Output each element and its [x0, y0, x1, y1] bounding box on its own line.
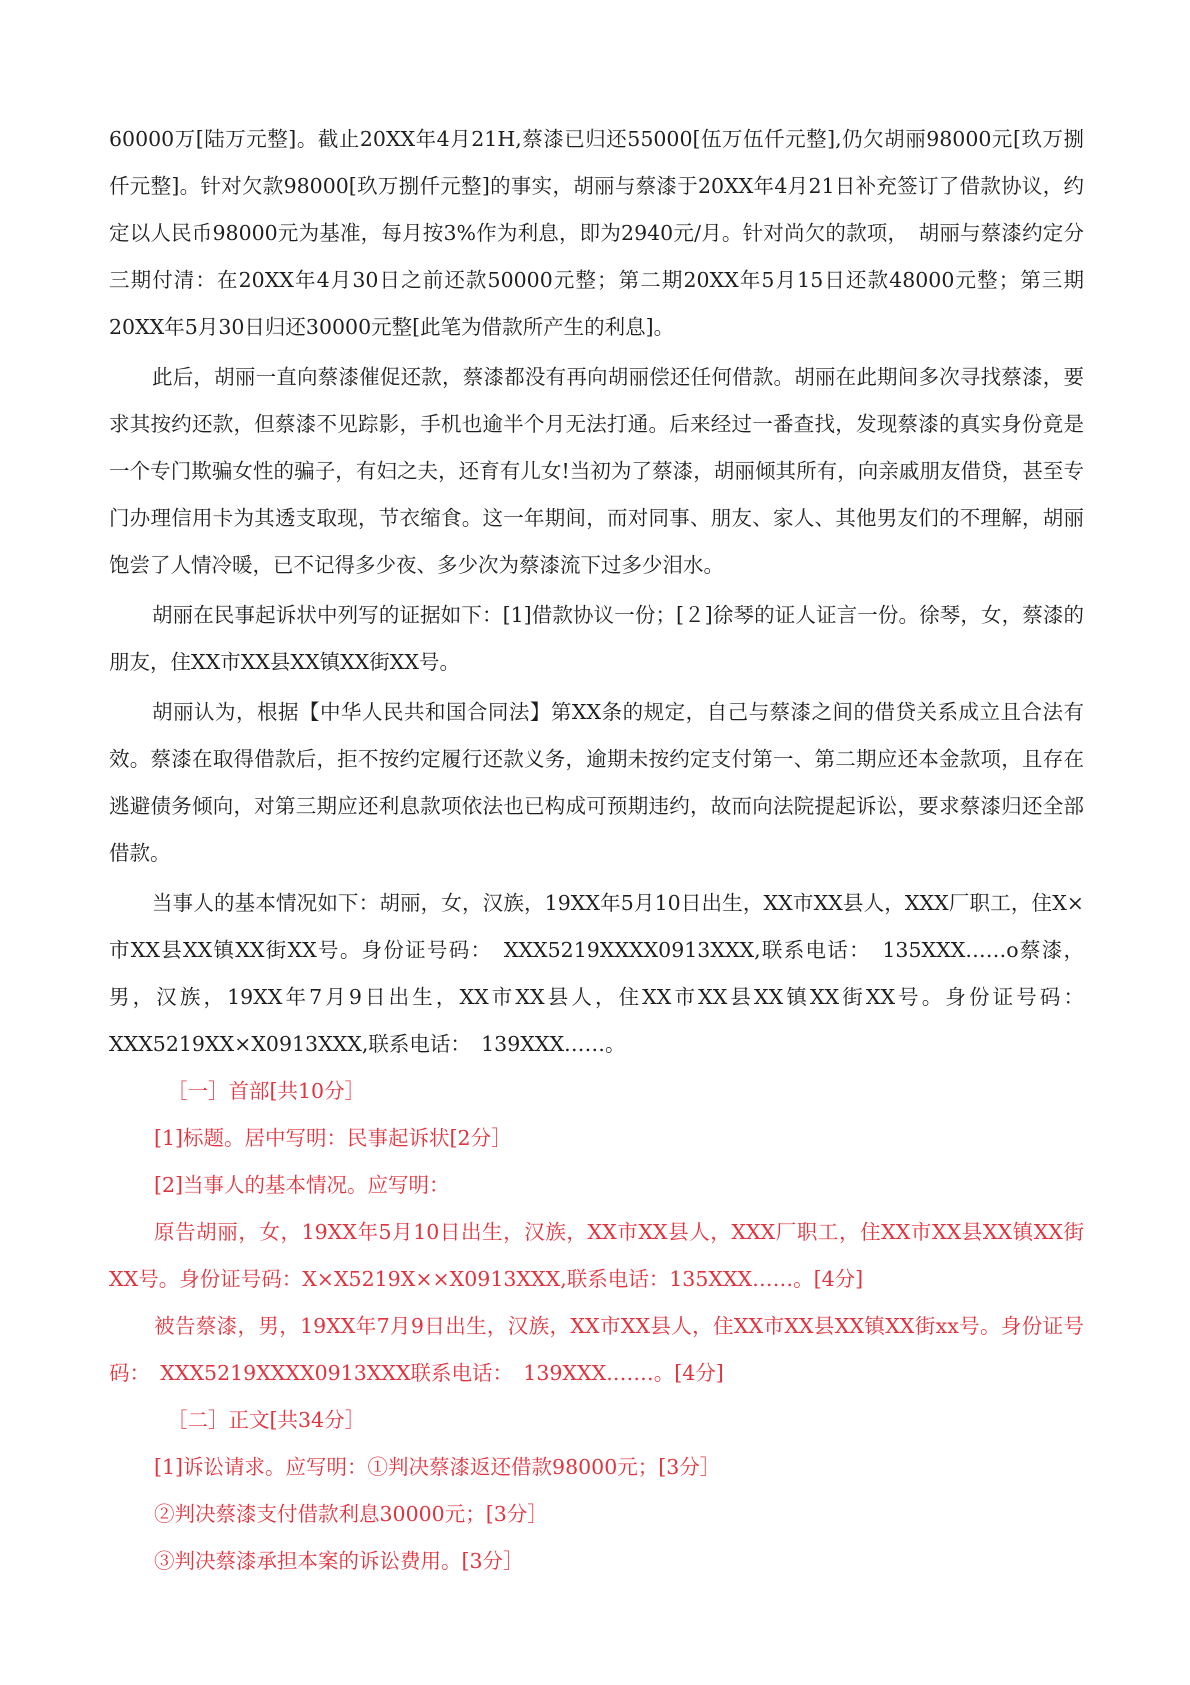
- rubric-claim-3: ③判决蔡漆承担本案的诉讼费用。[3分］: [154, 1549, 524, 1573]
- rubric-plaintiff: 原告胡丽，女，19XX年5月10日出生，汉族，XX市XX县人，XXX厂职工，住XX市XX县XX镇XX街XX号。身份证号码：X×X5219X××X0913XXX,联系电话：135XXX……。[4分]: [109, 1220, 1084, 1291]
- rubric-claim-2: ②判决蔡漆支付借款利息30000元；[3分］: [154, 1502, 548, 1526]
- rubric-claim-1: [1]诉讼请求。应写明：①判决蔡漆返还借款98000元；[3分］: [154, 1455, 721, 1479]
- document-body: [109, 116, 1084, 1585]
- rubric-title-item: [1]标题。居中写明：民事起诉状[2分］: [154, 1126, 512, 1150]
- case-paragraph-3: 胡丽在民事起诉状中列写的证据如下：[1]借款协议一份；[２]徐琴的证人证言一份。徐琴，女，蔡漆的朋友，住XX市XX县XX镇XX街XX号。: [109, 603, 1084, 674]
- case-paragraph-5: 当事人的基本情况如下：胡丽，女，汉族，19XX年5月10日出生，XX市XX县人，XXX厂职工，住X×市XX县XX镇XX街XX号。身份证号码： XXX5219XXXX0913XXX,联系电话： 135XXX……o蔡漆，男，汉族，19XX年7月9日出生，XX市XX县人，住XX市XX县XX镇XX街XX号。身份证号码：XXX5219XX×X0913XXX,联系电话： 139XXX……。: [109, 891, 1084, 1056]
- case-paragraph-1: 60000万[陆万元整]。截止20XX年4月21H,蔡漆已归还55000[伍万伍仟元整],仍欠胡丽98000元[玖万捌仟元整]。针对欠款98000[玖万捌仟元整]的事实，胡丽与蔡漆于20XX年4月21日补充签订了借款协议，约定以人民币98000元为基准，每月按3%作为利息，即为2940元/月。针对尚欠的款项， 胡丽与蔡漆约定分三期付清：在20XX年4月30日之前还款50000元整；第二期20XX年5月15日还款48000元整；第三期20XX年5月30日归还30000元整[此笔为借款所产生的利息]。: [109, 127, 1084, 339]
- case-paragraph-2: 此后，胡丽一直向蔡漆催促还款，蔡漆都没有再向胡丽偿还任何借款。胡丽在此期间多次寻找蔡漆，要求其按约还款，但蔡漆不见踪影，手机也逾半个月无法打通。后来经过一番查找，发现蔡漆的真实身份竟是一个专门欺骗女性的骗子，有妇之夫，还育有儿女!当初为了蔡漆，胡丽倾其所有，向亲戚朋友借贷，甚至专门办理信用卡为其透支取现，节衣缩食。这一年期间，而对同事、朋友、家人、其他男友们的不理解，胡丽饱尝了人情冷暖，已不记得多少夜、多少次为蔡漆流下过多少泪水。: [109, 365, 1084, 577]
- case-paragraph-4: 胡丽认为，根据【中华人民共和国合同法】第XX条的规定，自己与蔡漆之间的借贷关系成立且合法有效。蔡漆在取得借款后，拒不按约定履行还款义务，逾期未按约定支付第一、第二期应还本金款项，且存在逃避债务倾向，对第三期应还利息款项依法也已构成可预期违约，故而向法院提起诉讼，要求蔡漆归还全部借款。: [109, 700, 1084, 865]
- rubric-parties-item: [2]当事人的基本情况。应写明：: [154, 1173, 450, 1197]
- rubric-defendant: 被告蔡漆，男，19XX年7月9日出生，汉族，XX市XX县人，住XX市XX县XX镇XX街xx号。身份证号码： XXX5219XXXX0913XXX联系电话： 139XXX.……。[4分]: [109, 1314, 1084, 1385]
- rubric-part1-heading: ［一］首部[共10分］: [167, 1079, 366, 1103]
- rubric-part2-heading: ［二］正文[共34分］: [167, 1408, 366, 1432]
